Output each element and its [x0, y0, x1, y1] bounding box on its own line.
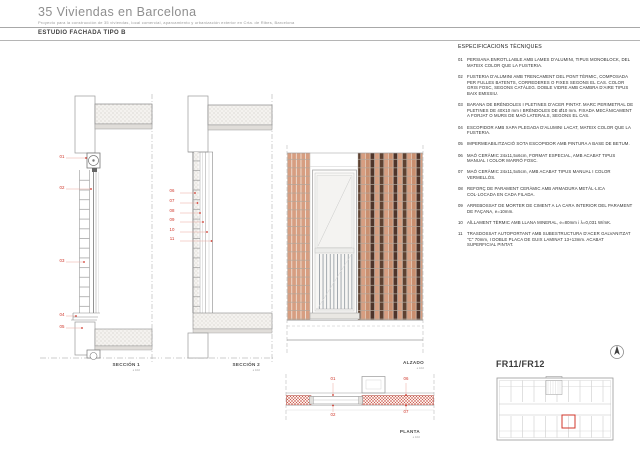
callout-05: 05: [59, 324, 65, 329]
callout-09: 09: [169, 217, 175, 222]
spec-item: [458, 153, 634, 164]
spec-item-number: 07: [458, 169, 463, 175]
section1-drawing: [40, 92, 165, 372]
specs-list: [458, 57, 634, 248]
planta-callout-bottom-right: 07: [403, 409, 409, 414]
spec-item: [458, 74, 634, 97]
spec-item: [458, 220, 634, 226]
keyplan-drawing: [494, 376, 620, 446]
callout-02: 02: [59, 185, 65, 190]
planta-callout-top-right: 06: [403, 376, 409, 381]
spec-item-text: ARREBOSSAT DE MORTER DE CIMENT A LA CARA INTERIOR DEL PARAMENT DE FAÇANA, e=10mm.: [467, 203, 633, 214]
spec-item: [458, 203, 634, 214]
section1-scale: e 1/10: [132, 369, 140, 372]
alzado-label: ALZADO: [403, 360, 424, 365]
spec-item-number: 01: [458, 57, 463, 62]
spec-item-number: 02: [458, 73, 463, 79]
spec-item: [458, 102, 634, 119]
planta-scale: e 1/10: [412, 436, 420, 439]
detail-reference-label: FR11/FR12: [496, 359, 545, 369]
callout-08: 08: [169, 208, 175, 213]
callout-03: 03: [59, 258, 65, 263]
spec-item-number: 11: [458, 231, 463, 237]
alzado-scale: e 1/10: [416, 367, 424, 370]
spec-item-text: ESCOPIDOR AMB XAPA PLEGADA D'ALUMINI LACAT, MATEIX COLOR QUE LA FUSTERIA.: [467, 124, 631, 136]
header-rule-top: [0, 27, 640, 28]
sheet-title: ESTUDIO FACHADA TIPO B: [38, 30, 126, 36]
spec-item: [458, 231, 634, 248]
spec-item: [458, 169, 634, 180]
spec-item-text: PERSIANA ENROTLLABLE AMB LAMES D'ALUMINI, TIPUS MONOBLOCK, DEL MATEIX COLOR QUE LA FUSTERIA.: [467, 57, 630, 68]
section1-label: SECCIÓN 1: [112, 362, 140, 367]
spec-item-text: BARANA DE BRÈNDOLES I PLETINES D'ACER PINTAT. MARC PERIMETRAL DE PLETINES DE 40X10 mm I BRÈNDOLES DE Ø10 mm. FIXADA MECÀNICAMENT A FORJAT O MURS DE MAÓ LATERALS, SEGONS EL CAS.: [467, 102, 634, 119]
specs-heading: ESPECIFICACIONS TÈCNIQUES: [458, 44, 542, 50]
spec-item-text: FUSTERIA D'ALUMINI AMB TRENCAMENT DEL PONT TÈRMIC, COMPOSADA PER FULLES BATENTS, CORREDERES O FIXES SEGONS EL CAS. COLOR GRIS FOSC, SEGONS CATÀLEG. DOBLE VIDRE AMB CAMBRA D'AIRE TIPUS BAIX EMISSIU.: [467, 73, 629, 96]
callout-07: 07: [169, 198, 175, 203]
section2-scale: e 1/10: [252, 369, 260, 372]
spec-item-text: MAÓ CERÀMIC 24x11,5x6cm, FORMAT ESPECIAL, AMB ACABAT TIPUS MANUAL I COLOR MARRÓ FOSC.: [467, 152, 616, 164]
spec-item-text: IMPERMEABILITZACIÓ SOTA ESCOPIDOR AMB PINTURA A BASE DE BETUM.: [467, 141, 630, 147]
spec-item: [458, 125, 634, 136]
spec-item-number: 03: [458, 102, 463, 108]
callout-10: 10: [169, 227, 175, 232]
spec-item: [458, 186, 634, 197]
spec-item-number: 08: [458, 186, 463, 192]
spec-item: [458, 141, 634, 147]
spec-item-number: 04: [458, 124, 463, 130]
planta-callout-top-left: 01: [330, 376, 336, 381]
header-rule-bottom: [0, 40, 640, 41]
spec-item-number: 05: [458, 141, 463, 147]
callout-11: 11: [169, 236, 175, 241]
spec-item-number: 09: [458, 203, 463, 209]
spec-item-text: TRASDOSSAT AUTOPORTANT AMB SUBESTRUCTURA D'ACER GALVANITZAT "C" 70mm, I DOBLE PLACA DE GUIX LAMINAT 13+13mm. ACABAT SUPERFICIAL PINTAT.: [467, 231, 631, 248]
alzado-drawing: [283, 143, 428, 358]
spec-item-text: AÏLLAMENT TÈRMIC AMB LLANA MINERAL, e=80mm i λ=0,031 W/mK.: [467, 219, 612, 225]
callout-01: 01: [59, 154, 65, 159]
spec-item: [458, 57, 634, 68]
planta-drawing: [283, 374, 438, 424]
spec-item-number: 06: [458, 152, 463, 158]
planta-callout-bottom-left: 02: [330, 412, 336, 417]
callout-04: 04: [59, 312, 65, 317]
section2-drawing: [165, 92, 300, 372]
project-subtitle: Proyecto para la construcción de 35 viviendas, local comercial, aparcamiento y urbanización exterior en Crta. de Ribes, Barcelona: [38, 20, 295, 25]
project-title: 35 Viviendas en Barcelona: [38, 5, 197, 19]
callout-06: 06: [169, 188, 175, 193]
spec-item-text: MAÓ CERÀMIC 24x11,5x5cm, AMB ACABAT TIPUS MANUAL I COLOR VERMELLÓS.: [467, 169, 611, 181]
specs-panel: [458, 44, 634, 254]
planta-label: PLANTA: [399, 429, 420, 434]
spec-item-number: 10: [458, 219, 463, 225]
section2-label: SECCIÓN 2: [232, 362, 260, 367]
north-arrow-icon: [603, 340, 631, 368]
spec-item-text: REFORÇ DE PARAMENT CERÀMIC AMB ARMADURA METÀL·LICA COL·LOCADA EN CADA FILADA.: [467, 186, 605, 197]
